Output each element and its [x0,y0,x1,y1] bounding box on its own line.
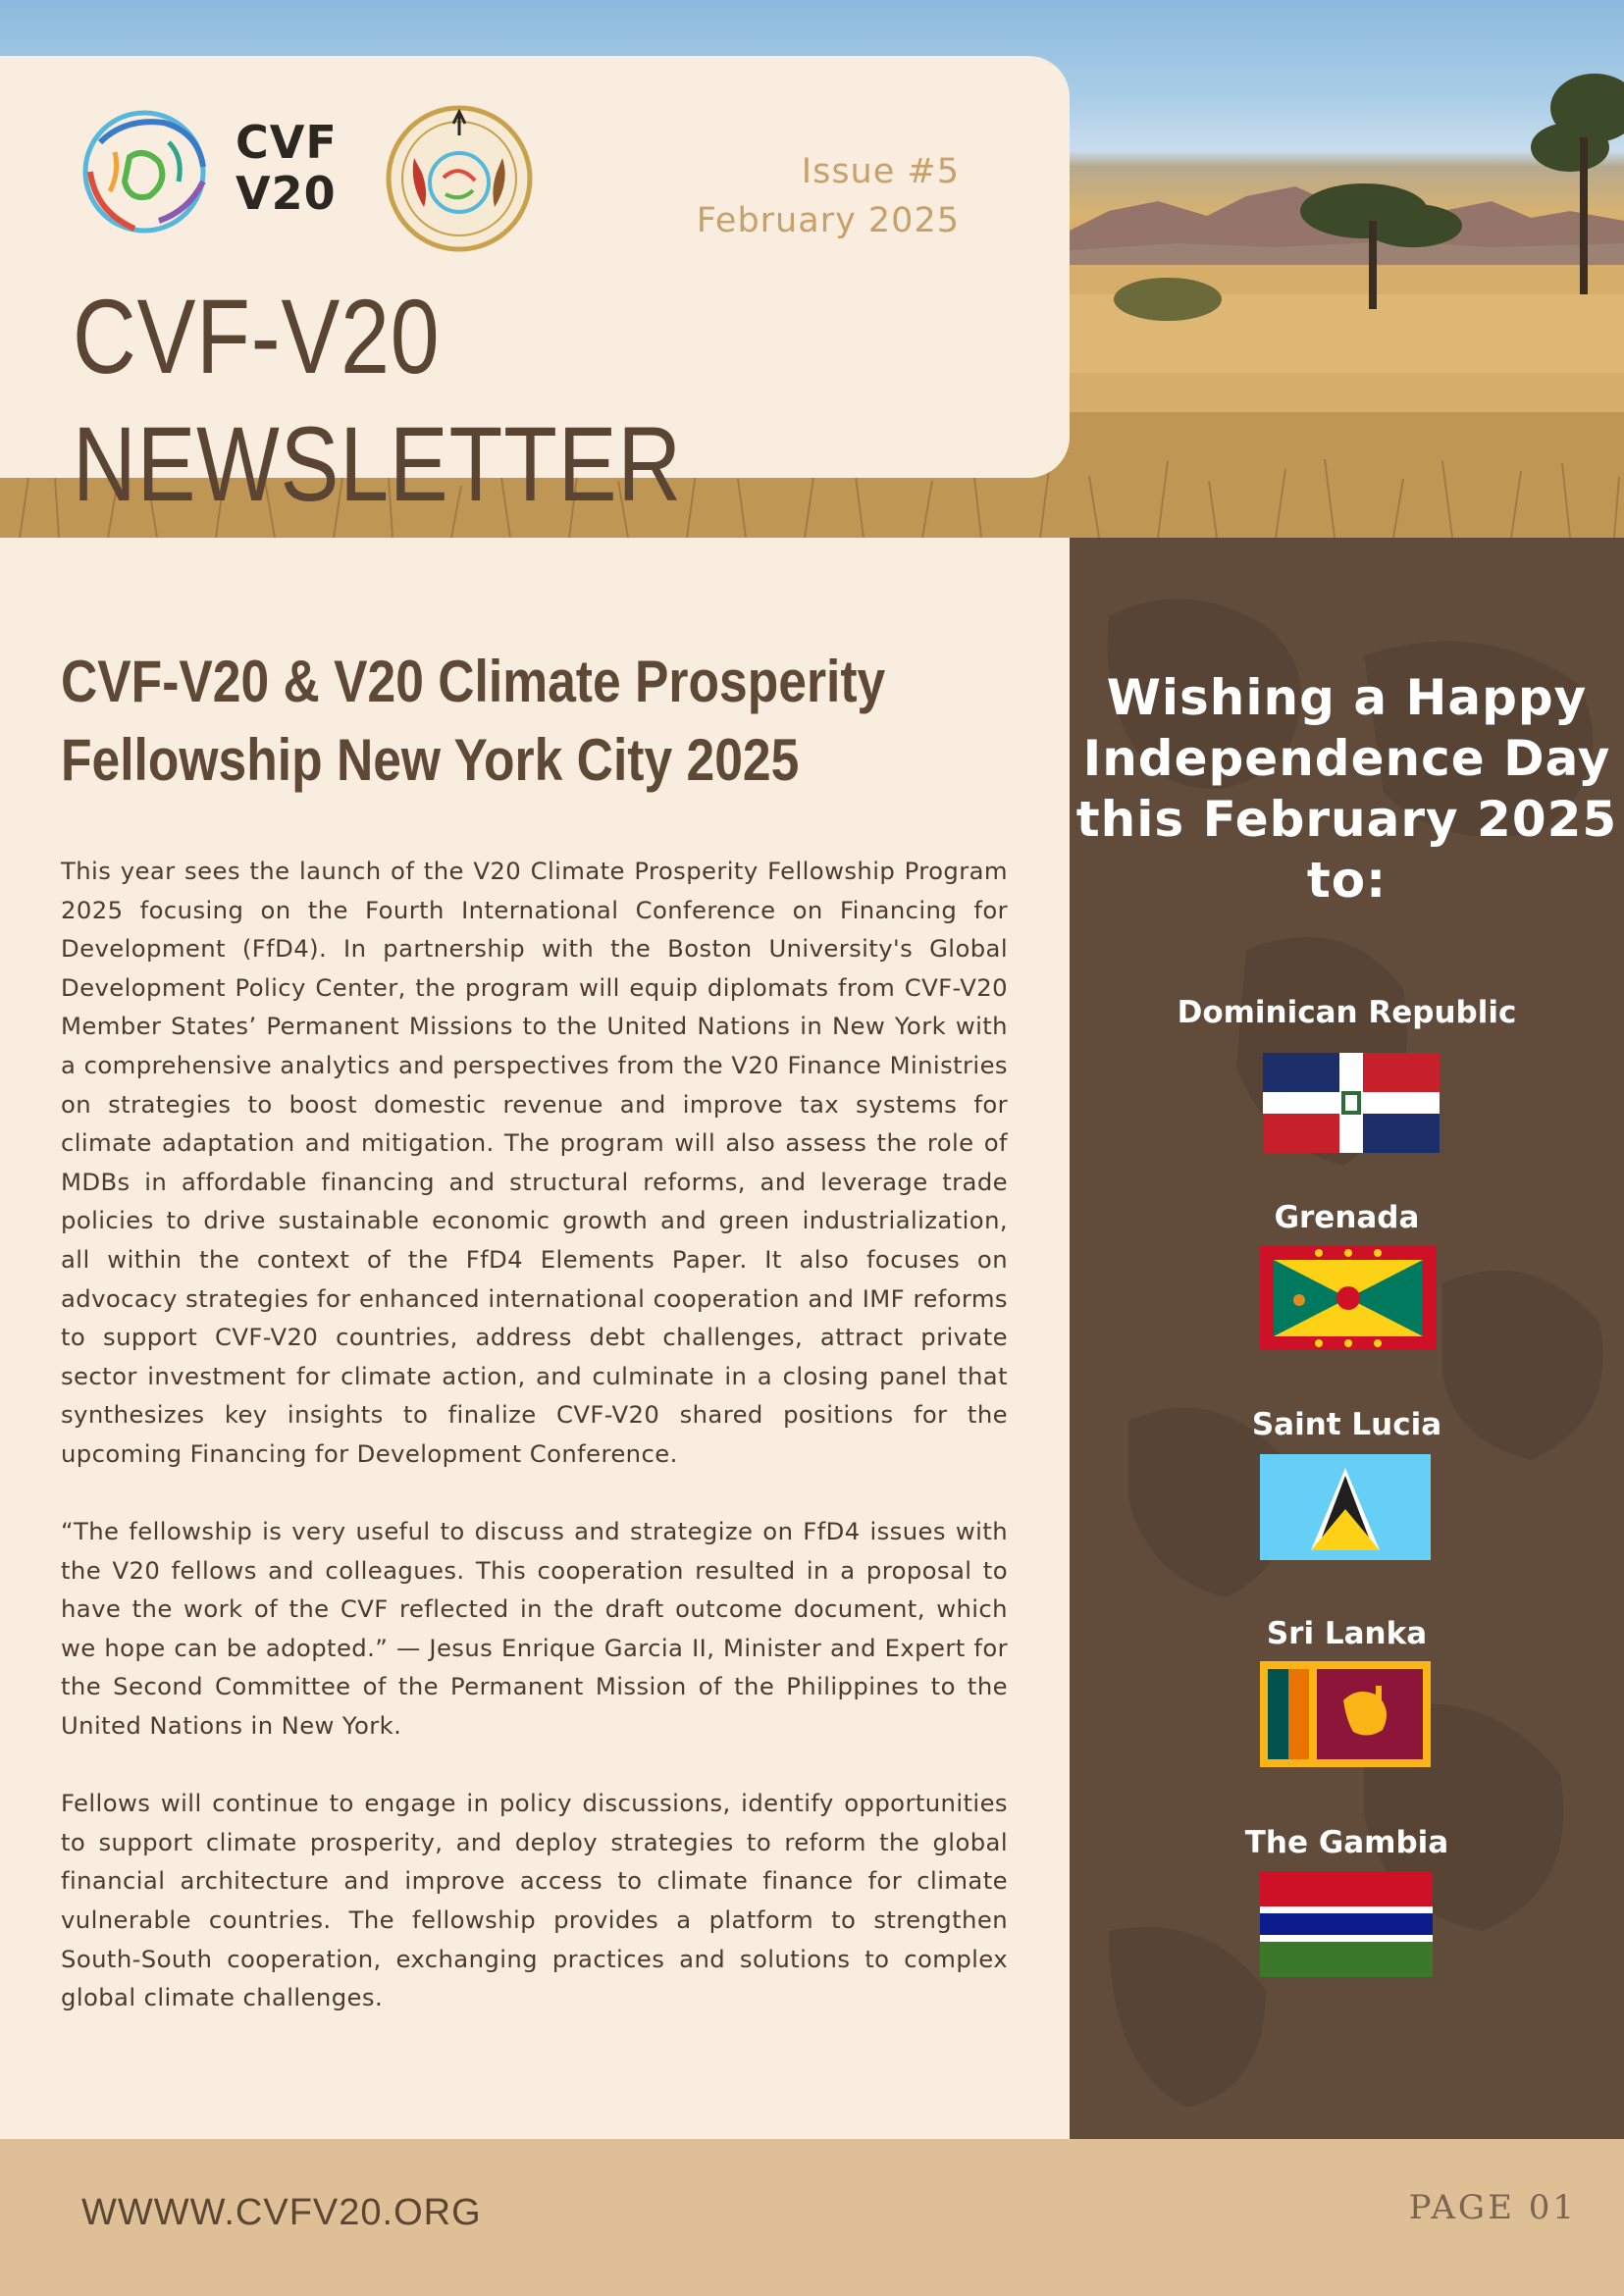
cvf-v20-logo [71,103,338,240]
seal-icon [385,104,534,253]
issue-date: February 2025 [696,201,960,240]
article-title: CVF-V20 & V20 Climate Prosperity Fellowship New York City 2025 [61,649,886,793]
globe-logo-icon [71,103,228,240]
page-number: PAGE 01 [1408,2188,1577,2227]
independence-day-sidebar [1070,538,1624,2139]
grenada-flag-icon [1260,1246,1437,1350]
gambia-flag-icon [1260,1871,1433,1977]
dominican-republic-flag-icon [1263,1053,1440,1153]
article-body [61,852,1008,2056]
country-name-the-gambia: The Gambia [1244,1825,1449,1860]
country-name-saint-lucia: Saint Lucia [1251,1407,1442,1442]
article-paragraph: This year sees the launch of the V20 Climate Prosperity Fellowship Program 2025 focusing on the Fourth International Conference on Financing for Development (FfD4). In partnership with the Boston University's Global Development Policy Center, the program will equip diplomats from CVF-V20 Member States’ Permanent Missions to the United Nations in New York with a comprehensive analytics and perspectives from the V20 Finance Ministries on strategies to boost domestic revenue and improve tax systems for climate adaptation and mitigation. The program will also assess the role of MDBs in affordable financing and structural reforms, and leverage trade policies to drive sustainable economic growth and green industrialization, all within the context of the FfD4 Elements Paper. It also focuses on advocacy strategies for enhanced international cooperation and IMF reforms to support CVF-V20 countries, address debt challenges, attract private sector investment for climate action, and culminate in a closing panel that synthesizes key insights to finalize CVF-V20 shared positions for the upcoming Financing for Development Conference. [61,857,1008,1468]
footer [0,2139,1624,2296]
country-name-sri-lanka: Sri Lanka [1266,1616,1428,1651]
article-paragraph: “The fellowship is very useful to discuss and strategize on FfD4 issues with the V20 fellows and colleagues. This cooperation resulted in a proposal to have the work of the CVF reflected in the draft outcome document, which we hope can be adopted.” — Jesus Enrique Garcia II, Minister and Expert for the Second Committee of the Permanent Mission of the Philippines to the United Nations in New York. [61,1517,1008,1741]
logo-text-v20: V20 [236,167,337,220]
country-name-dominican-republic: Dominican Republic [1177,995,1517,1030]
newsletter-title: CVF-V20 NEWSLETTER [73,277,682,523]
barbados-presidency-seal [385,104,534,253]
country-name-grenada: Grenada [1274,1200,1420,1235]
sri-lanka-flag-icon [1260,1661,1431,1767]
logo-text-cvf: CVF [236,116,338,169]
website-link[interactable]: WWWW.CVFV20.ORG [81,2192,482,2233]
sidebar-heading: Wishing a Happy Independence Day this February 2025 to: [1075,669,1618,909]
article-paragraph: Fellows will continue to engage in policy discussions, identify opportunities to support climate prosperity, and deploy strategies to reform the global financial architecture and improve access to climate finance for climate vulnerable countries. The fellowship provides a platform to strengthen South-South cooperation, exchanging practices and solutions to complex global climate challenges. [61,1789,1008,2012]
saint-lucia-flag-icon [1260,1454,1431,1560]
issue-number: Issue #5 [801,152,960,191]
